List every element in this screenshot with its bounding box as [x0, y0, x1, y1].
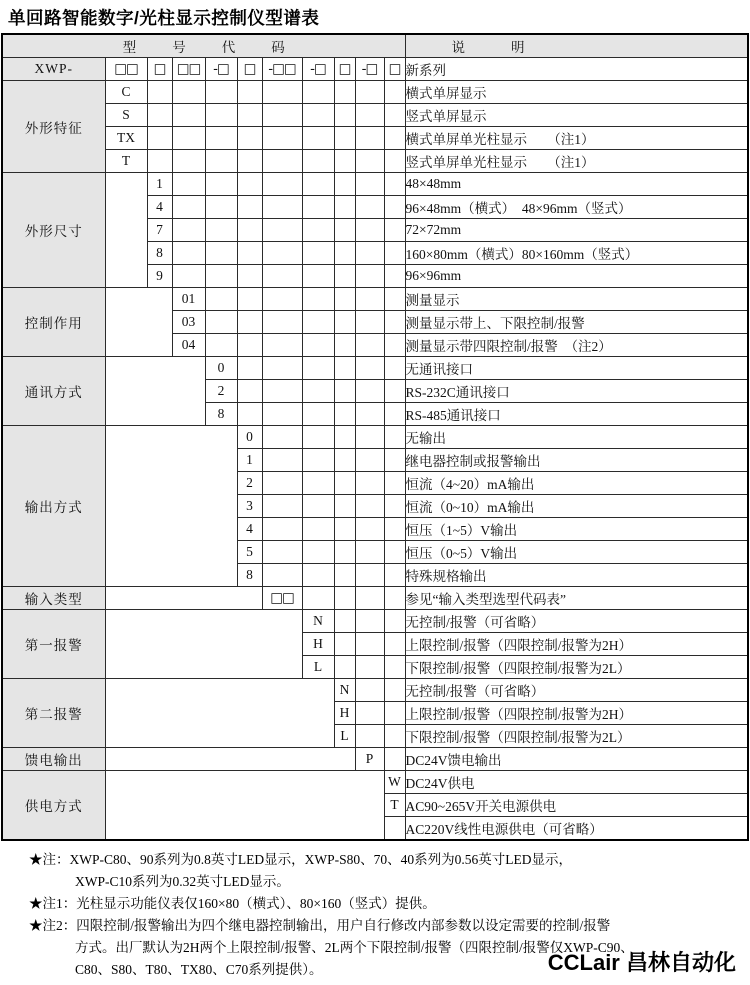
grid-cell: [384, 104, 405, 127]
grid-cell: [262, 127, 302, 150]
grid-cell: [355, 380, 384, 403]
grid-cell: [172, 173, 205, 196]
description-cell: 160×80mm（横式）80×160mm（竖式）: [405, 242, 748, 265]
grid-cell: [355, 702, 384, 725]
code-box-cell: -□: [205, 58, 237, 81]
merged-blank-cell: [105, 426, 237, 587]
grid-cell: [262, 196, 302, 219]
section-label: 第二报警: [2, 679, 105, 748]
grid-cell: [334, 403, 355, 426]
grid-cell: [355, 679, 384, 702]
grid-cell: [172, 81, 205, 104]
code-cell: [384, 817, 405, 841]
grid-cell: [384, 196, 405, 219]
code-cell: T: [384, 794, 405, 817]
grid-cell: [302, 265, 334, 288]
merged-blank-cell: [105, 610, 302, 679]
code-box-cell: □□: [105, 58, 147, 81]
grid-cell: [384, 541, 405, 564]
grid-cell: [334, 265, 355, 288]
grid-cell: [205, 219, 237, 242]
code-box-cell: □□: [172, 58, 205, 81]
description-cell: 测量显示带上、下限控制/报警: [405, 311, 748, 334]
description-cell: 竖式单屏显示: [405, 104, 748, 127]
grid-cell: [355, 357, 384, 380]
grid-cell: [172, 242, 205, 265]
grid-cell: [237, 380, 262, 403]
code-cell: N: [302, 610, 334, 633]
code-cell: 8: [205, 403, 237, 426]
code-box-cell: □: [384, 58, 405, 81]
grid-cell: [302, 380, 334, 403]
grid-cell: [355, 587, 384, 610]
description-cell: 无输出: [405, 426, 748, 449]
code-cell: 01: [172, 288, 205, 311]
section-label: 外形尺寸: [2, 173, 105, 288]
merged-blank-cell: [105, 771, 384, 841]
code-cell: 1: [237, 449, 262, 472]
description-cell: 上限控制/报警（四限控制/报警为2H）: [405, 702, 748, 725]
grid-cell: [302, 472, 334, 495]
grid-cell: [237, 150, 262, 173]
code-cell: T: [105, 150, 147, 173]
grid-cell: [384, 656, 405, 679]
grid-cell: [302, 564, 334, 587]
description-cell: 参见“输入类型选型代码表”: [405, 587, 748, 610]
grid-cell: [147, 104, 172, 127]
code-box-cell: □: [147, 58, 172, 81]
grid-cell: [334, 150, 355, 173]
code-cell: 4: [237, 518, 262, 541]
footnote-line: ★注1：光柱显示功能仪表仅160×80（横式）、80×160（竖式）提供。: [29, 896, 436, 911]
grid-cell: [237, 196, 262, 219]
code-cell: 7: [147, 219, 172, 242]
section-label: 输入类型: [2, 587, 105, 610]
code-box-cell: -□: [355, 58, 384, 81]
grid-cell: [237, 311, 262, 334]
grid-cell: [384, 587, 405, 610]
grid-cell: [334, 242, 355, 265]
description-cell: 测量显示带四限控制/报警 （注2）: [405, 334, 748, 357]
grid-cell: [237, 265, 262, 288]
merged-blank-cell: [105, 173, 147, 288]
grid-cell: [205, 311, 237, 334]
description-cell: 下限控制/报警（四限控制/报警为2L）: [405, 656, 748, 679]
grid-cell: [384, 150, 405, 173]
code-box-cell: -□: [302, 58, 334, 81]
description-cell: 恒压（0~5）V输出: [405, 541, 748, 564]
section-label: 馈电输出: [2, 748, 105, 771]
grid-cell: [355, 334, 384, 357]
description-cell: 测量显示: [405, 288, 748, 311]
description-cell: AC90~265V开关电源供电: [405, 794, 748, 817]
description-cell: RS-232C通讯接口: [405, 380, 748, 403]
grid-cell: [302, 242, 334, 265]
code-cell: 2: [237, 472, 262, 495]
grid-cell: [262, 242, 302, 265]
grid-cell: [355, 150, 384, 173]
code-cell: L: [334, 725, 355, 748]
grid-cell: [355, 449, 384, 472]
grid-cell: [355, 196, 384, 219]
grid-cell: [384, 403, 405, 426]
footnote-line: 方式。出厂默认为2H两个上限控制/报警、2L两个下限控制/报警（四限控制/报警仅XWP-C90、: [75, 940, 634, 955]
code-cell: □□: [262, 587, 302, 610]
grid-cell: [384, 81, 405, 104]
grid-cell: [355, 656, 384, 679]
grid-cell: [334, 587, 355, 610]
grid-cell: [262, 334, 302, 357]
grid-cell: [262, 380, 302, 403]
grid-cell: [334, 518, 355, 541]
grid-cell: [262, 150, 302, 173]
grid-cell: [302, 334, 334, 357]
page-title: 单回路智能数字/光柱显示控制仪型谱表: [8, 8, 320, 28]
grid-cell: [205, 173, 237, 196]
grid-cell: [384, 610, 405, 633]
merged-blank-cell: [105, 587, 262, 610]
description-cell: DC24V馈电输出: [405, 748, 748, 771]
grid-cell: [302, 104, 334, 127]
grid-cell: [355, 127, 384, 150]
grid-cell: [384, 288, 405, 311]
footnote-line: XWP-C10系列为0.32英寸LED显示。: [75, 874, 290, 889]
description-cell: 横式单屏显示: [405, 81, 748, 104]
grid-cell: [237, 334, 262, 357]
code-cell: 0: [237, 426, 262, 449]
grid-cell: [334, 495, 355, 518]
description-cell: 继电器控制或报警输出: [405, 449, 748, 472]
grid-cell: [302, 173, 334, 196]
merged-blank-cell: [105, 679, 334, 748]
grid-cell: [262, 472, 302, 495]
description-cell: AC220V线性电源供电（可省略）: [405, 817, 748, 841]
grid-cell: [355, 265, 384, 288]
grid-cell: [384, 127, 405, 150]
description-cell: 无通讯接口: [405, 357, 748, 380]
grid-cell: [237, 219, 262, 242]
grid-cell: [262, 518, 302, 541]
grid-cell: [205, 265, 237, 288]
grid-cell: [355, 104, 384, 127]
footnote-line: C80、S80、T80、TX80、C70系列提供）。: [75, 962, 323, 977]
grid-cell: [334, 541, 355, 564]
grid-cell: [237, 403, 262, 426]
code-box-cell: □: [334, 58, 355, 81]
grid-cell: [262, 288, 302, 311]
grid-cell: [384, 380, 405, 403]
grid-cell: [302, 357, 334, 380]
grid-cell: [302, 288, 334, 311]
description-cell: DC24V供电: [405, 771, 748, 794]
grid-cell: [355, 288, 384, 311]
grid-cell: [384, 472, 405, 495]
code-box-cell: □: [237, 58, 262, 81]
code-cell: 03: [172, 311, 205, 334]
code-cell: P: [355, 748, 384, 771]
brand-logo: CCLair 昌林自动化: [547, 950, 736, 975]
code-cell: 2: [205, 380, 237, 403]
grid-cell: [334, 311, 355, 334]
grid-cell: [262, 173, 302, 196]
description-cell: 特殊规格输出: [405, 564, 748, 587]
section-label: 供电方式: [2, 771, 105, 841]
description-cell: 72×72mm: [405, 219, 748, 242]
desc-header: 说明: [405, 34, 748, 58]
grid-cell: [262, 104, 302, 127]
grid-cell: [302, 495, 334, 518]
merged-blank-cell: [105, 748, 355, 771]
grid-cell: [262, 541, 302, 564]
code-cell: 4: [147, 196, 172, 219]
grid-cell: [302, 196, 334, 219]
code-cell: TX: [105, 127, 147, 150]
grid-cell: [205, 81, 237, 104]
grid-cell: [262, 219, 302, 242]
description-cell: 恒流（0~10）mA输出: [405, 495, 748, 518]
code-cell: 8: [147, 242, 172, 265]
footnote-line: ★注：XWP-C80、90系列为0.8英寸LED显示，XWP-S80、70、40系列为0.56英寸LED显示，: [29, 852, 572, 867]
grid-cell: [334, 104, 355, 127]
description-cell: 恒压（1~5）V输出: [405, 518, 748, 541]
code-cell: C: [105, 81, 147, 104]
grid-cell: [302, 541, 334, 564]
code-cell: S: [105, 104, 147, 127]
grid-cell: [205, 104, 237, 127]
code-cell: H: [302, 633, 334, 656]
grid-cell: [334, 426, 355, 449]
grid-cell: [302, 403, 334, 426]
spec-table: [1, 33, 749, 841]
grid-cell: [172, 265, 205, 288]
description-cell: 无控制/报警（可省略）: [405, 610, 748, 633]
section-label: 外形特征: [2, 81, 105, 173]
grid-cell: [384, 495, 405, 518]
grid-cell: [334, 173, 355, 196]
grid-cell: [205, 127, 237, 150]
grid-cell: [262, 311, 302, 334]
grid-cell: [334, 449, 355, 472]
description-cell: 96×48mm（横式） 48×96mm（竖式）: [405, 196, 748, 219]
grid-cell: [355, 564, 384, 587]
grid-cell: [384, 725, 405, 748]
grid-cell: [237, 81, 262, 104]
grid-cell: [334, 357, 355, 380]
grid-cell: [237, 104, 262, 127]
description-cell: RS-485通讯接口: [405, 403, 748, 426]
grid-cell: [302, 449, 334, 472]
grid-cell: [205, 242, 237, 265]
grid-cell: [355, 472, 384, 495]
code-cell: 04: [172, 334, 205, 357]
description-cell: 新系列: [405, 58, 748, 81]
grid-cell: [262, 403, 302, 426]
grid-cell: [384, 242, 405, 265]
grid-cell: [302, 219, 334, 242]
code-cell: W: [384, 771, 405, 794]
grid-cell: [205, 150, 237, 173]
grid-cell: [237, 242, 262, 265]
grid-cell: [262, 449, 302, 472]
grid-cell: [334, 288, 355, 311]
grid-cell: [384, 679, 405, 702]
grid-cell: [205, 334, 237, 357]
grid-cell: [334, 81, 355, 104]
description-cell: 上限控制/报警（四限控制/报警为2H）: [405, 633, 748, 656]
grid-cell: [262, 426, 302, 449]
grid-cell: [205, 196, 237, 219]
code-cell: 5: [237, 541, 262, 564]
grid-cell: [302, 81, 334, 104]
grid-cell: [147, 150, 172, 173]
grid-cell: [355, 311, 384, 334]
grid-cell: [355, 518, 384, 541]
merged-blank-cell: [105, 357, 205, 426]
grid-cell: [384, 702, 405, 725]
grid-cell: [334, 334, 355, 357]
grid-cell: [334, 219, 355, 242]
grid-cell: [355, 541, 384, 564]
grid-cell: [172, 127, 205, 150]
grid-cell: [237, 127, 262, 150]
grid-cell: [205, 288, 237, 311]
model-prefix-cell: XWP-: [2, 58, 105, 81]
grid-cell: [302, 311, 334, 334]
grid-cell: [384, 265, 405, 288]
grid-cell: [262, 564, 302, 587]
section-label: 控制作用: [2, 288, 105, 357]
grid-cell: [355, 81, 384, 104]
table-body: [2, 34, 748, 840]
grid-cell: [334, 472, 355, 495]
grid-cell: [384, 173, 405, 196]
grid-cell: [384, 633, 405, 656]
grid-cell: [384, 449, 405, 472]
grid-cell: [262, 495, 302, 518]
description-cell: 96×96mm: [405, 265, 748, 288]
grid-cell: [262, 357, 302, 380]
description-cell: 48×48mm: [405, 173, 748, 196]
description-cell: 无控制/报警（可省略）: [405, 679, 748, 702]
code-cell: 9: [147, 265, 172, 288]
grid-cell: [334, 196, 355, 219]
grid-cell: [355, 610, 384, 633]
grid-cell: [237, 173, 262, 196]
grid-cell: [172, 196, 205, 219]
code-cell: 0: [205, 357, 237, 380]
code-cell: N: [334, 679, 355, 702]
grid-cell: [384, 334, 405, 357]
grid-cell: [237, 288, 262, 311]
grid-cell: [384, 311, 405, 334]
grid-cell: [384, 518, 405, 541]
code-cell: 8: [237, 564, 262, 587]
grid-cell: [355, 173, 384, 196]
grid-cell: [334, 564, 355, 587]
description-cell: 横式单屏单光柱显示 （注1）: [405, 127, 748, 150]
code-box-cell: -□□: [262, 58, 302, 81]
section-label: 通讯方式: [2, 357, 105, 426]
grid-cell: [147, 81, 172, 104]
grid-cell: [355, 219, 384, 242]
grid-cell: [302, 518, 334, 541]
merged-blank-cell: [105, 288, 172, 357]
code-cell: L: [302, 656, 334, 679]
grid-cell: [172, 150, 205, 173]
grid-cell: [355, 725, 384, 748]
code-cell: H: [334, 702, 355, 725]
grid-cell: [334, 127, 355, 150]
grid-cell: [302, 587, 334, 610]
grid-cell: [384, 748, 405, 771]
grid-cell: [355, 242, 384, 265]
grid-cell: [384, 426, 405, 449]
code-cell: 3: [237, 495, 262, 518]
section-label: 输出方式: [2, 426, 105, 587]
grid-cell: [302, 127, 334, 150]
grid-cell: [334, 610, 355, 633]
grid-cell: [334, 633, 355, 656]
grid-cell: [147, 127, 172, 150]
grid-cell: [355, 426, 384, 449]
description-cell: 竖式单屏单光柱显示 （注1）: [405, 150, 748, 173]
grid-cell: [355, 495, 384, 518]
grid-cell: [262, 81, 302, 104]
grid-cell: [334, 656, 355, 679]
grid-cell: [172, 219, 205, 242]
grid-cell: [262, 265, 302, 288]
grid-cell: [355, 633, 384, 656]
grid-cell: [172, 104, 205, 127]
description-cell: 下限控制/报警（四限控制/报警为2L）: [405, 725, 748, 748]
code-header: 型号代码: [2, 34, 405, 58]
grid-cell: [384, 219, 405, 242]
footnote-line: ★注2：四限控制/报警输出为四个继电器控制输出，用户自行修改内部参数以设定需要的控制/报警: [29, 918, 611, 933]
grid-cell: [237, 357, 262, 380]
grid-cell: [355, 403, 384, 426]
section-label: 第一报警: [2, 610, 105, 679]
grid-cell: [334, 380, 355, 403]
grid-cell: [302, 426, 334, 449]
grid-cell: [384, 357, 405, 380]
description-cell: 恒流（4~20）mA输出: [405, 472, 748, 495]
grid-cell: [384, 564, 405, 587]
grid-cell: [302, 150, 334, 173]
code-cell: 1: [147, 173, 172, 196]
